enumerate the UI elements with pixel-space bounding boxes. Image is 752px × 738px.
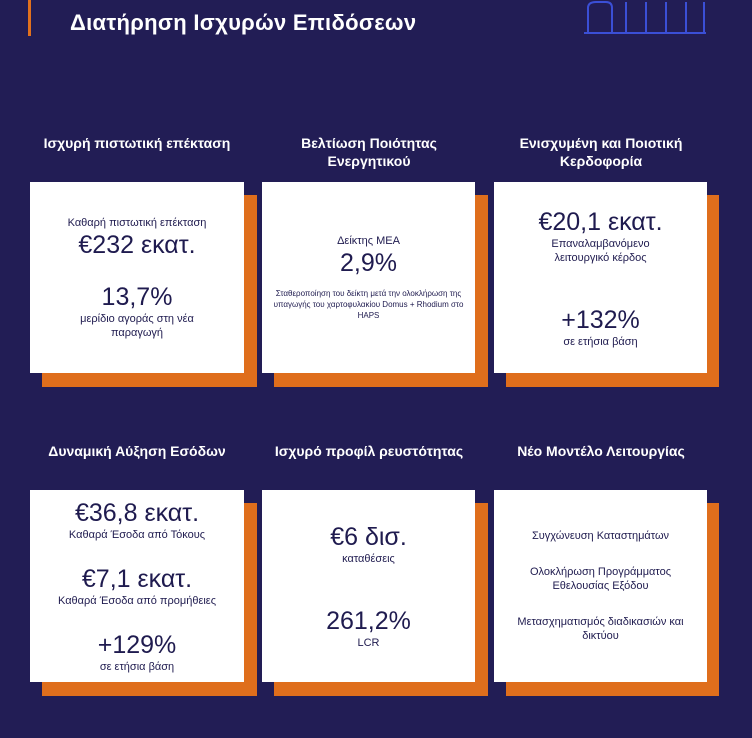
branch-merger-label: Συγχώνευση Καταστημάτων <box>531 530 670 542</box>
operating-profit-label: Επαναλαμβανόμενο λειτουργικό κέρδος <box>551 237 650 264</box>
operating-profit-value: €20,1 εκατ. <box>538 207 663 236</box>
section-title-revenue-growth: Δυναμική Αύξηση Εσόδων <box>48 443 226 459</box>
net-interest-income-value: €36,8 εκατ. <box>74 499 200 527</box>
market-share-value: 13,7% <box>101 282 173 311</box>
profit-growth-label: σε ετήσια βάση <box>563 335 638 348</box>
net-fee-income-label: Καθαρά Έσοδα από προμήθειες <box>58 595 216 607</box>
card-credit-expansion <box>30 182 244 373</box>
npe-ratio-label: Δείκτης ΜΕΑ <box>337 235 400 247</box>
profit-growth-value: +132% <box>561 305 640 334</box>
card-operating-model <box>494 490 707 682</box>
net-credit-expansion-value: €232 εκατ. <box>78 230 196 259</box>
npe-stabilization-note: Σταθεροποίηση του δείκτη μετά την ολοκλήρωση της υπαγωγής του χαρτοφυλακίου Domus + Rhodium στο HAPS <box>273 289 464 320</box>
net-interest-income-label: Καθαρά Έσοδα από Τόκους <box>68 529 206 541</box>
page-title: Διατήρηση Ισχυρών Επιδόσεων <box>70 10 417 35</box>
lcr-value: 261,2% <box>326 607 411 635</box>
accent-line <box>28 0 31 36</box>
section-title-liquidity: Ισχυρό προφίλ ρευστότητας <box>274 443 464 459</box>
transformation-label: Μετασχηματισμός διαδικασιών και δικτύου <box>517 616 684 642</box>
revenue-growth-value: +129% <box>97 631 177 659</box>
net-credit-expansion-label: Καθαρή πιστωτική επέκταση <box>67 216 207 229</box>
building-logo-icon <box>582 0 708 34</box>
deposits-label: καταθέσεις <box>342 553 395 565</box>
voluntary-exit-label: Ολοκλήρωση Προγράμματος Εθελουσίας Εξόδου <box>529 566 671 592</box>
deposits-value: €6 δισ. <box>330 523 407 551</box>
npe-ratio-value: 2,9% <box>340 249 397 277</box>
card-asset-quality <box>262 182 475 373</box>
card-liquidity <box>262 490 475 682</box>
section-title-operating-model: Νέο Μοντέλο Λειτουργίας <box>517 443 685 459</box>
card-profitability <box>494 182 707 373</box>
lcr-label: LCR <box>357 637 380 649</box>
section-title-asset-quality: Βελτίωση Ποιότητας Ενεργητικού <box>301 135 437 169</box>
section-title-profitability: Ενισχυμένη και Ποιοτική Κερδοφορία <box>519 135 683 169</box>
section-title-credit-expansion: Ισχυρή πιστωτική επέκταση <box>43 135 231 151</box>
net-fee-income-value: €7,1 εκατ. <box>81 565 193 593</box>
card-revenue-growth <box>30 490 244 682</box>
revenue-growth-label: σε ετήσια βάση <box>99 661 175 673</box>
market-share-label: μερίδιο αγοράς στη νέα παραγωγή <box>80 312 194 339</box>
